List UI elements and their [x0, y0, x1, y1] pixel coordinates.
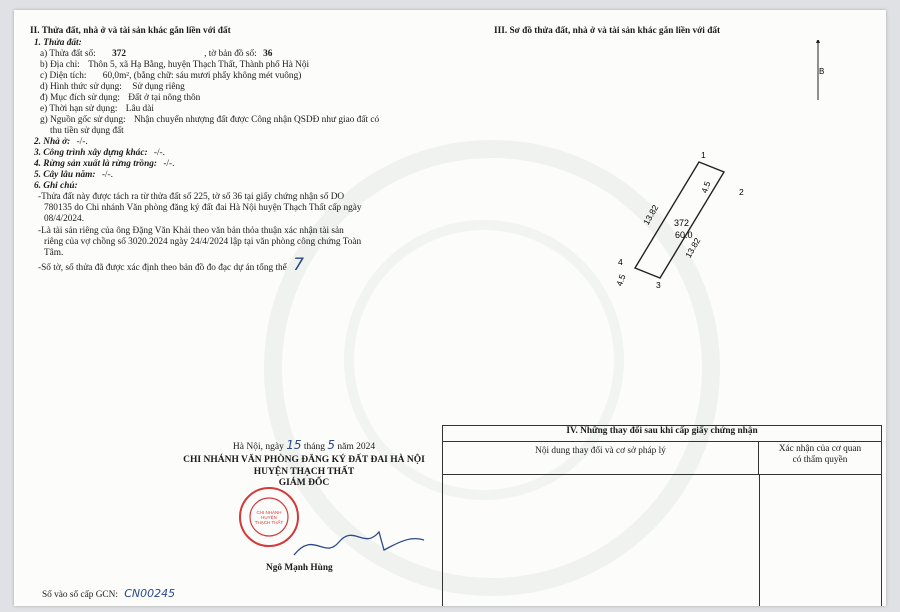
map-sheet-number: 36 [263, 49, 273, 59]
parcel-number: 372 [112, 49, 127, 59]
usage-purpose-line: đ) Mục đích sử dụng: Đất ở tại nông thôn [40, 93, 201, 103]
house-line: 2. Nhà ở: -/-. [34, 137, 88, 147]
notes-heading: 6. Ghi chú: [34, 181, 78, 191]
perennial-line: 5. Cây lâu năm: -/-. [34, 170, 113, 180]
svg-text:CHI NHÁNH: CHI NHÁNH [256, 510, 282, 515]
area-line: c) Diện tích: 60,0m², (bằng chữ: sáu mươi phẩy không mét vuông) [40, 71, 302, 81]
usage-form-line: d) Hình thức sử dụng: Sử dụng riêng [40, 82, 185, 92]
certificate-page [14, 10, 886, 606]
north-arrow-head [816, 40, 820, 43]
signer-name: Ngô Mạnh Hùng [266, 563, 333, 573]
point-4: 4 [618, 257, 623, 267]
signer-title: GIÁM ĐỐC [278, 477, 330, 488]
forest-line: 4. Rừng sản xuất là rừng trồng: -/-. [34, 159, 175, 169]
signature-block [164, 440, 444, 489]
note-3-line: -Số tờ, số thửa đã được xác định theo bản đồ đo đạc dự án tổng thể 7 [38, 255, 304, 275]
changes-column-header: Nội dung thay đổi và cơ sở pháp lý [443, 442, 759, 474]
month-handwritten: 5 [327, 438, 335, 452]
land-heading: 1. Thửa đất: [34, 38, 82, 48]
section-4-table [442, 425, 882, 606]
section-4-divider [759, 474, 760, 606]
side-right-length: 13.82 [683, 236, 703, 260]
usage-term-line: e) Thời hạn sử dụng: Lâu dài [40, 104, 154, 114]
point-3: 3 [656, 280, 661, 290]
point-1: 1 [701, 150, 706, 160]
parcel-number-label: 372 [674, 218, 690, 228]
point-2: 2 [739, 187, 744, 197]
parcel-number-line: a) Thửa đất số: 372 , tờ bản đồ số: 36 [40, 49, 273, 59]
parcel-area-label: 60.0 [675, 230, 693, 240]
origin-line: g) Nguồn gốc sử dụng: Nhận chuyển nhượng đất được Công nhận QSDĐ như giao đất có [40, 115, 380, 125]
note-1-line-2: 780135 do Chi nhánh Văn phòng đăng ký đất đai Hà Nội huyện Thạch Thất cấp ngày [44, 203, 362, 213]
svg-text:THẠCH THẤT: THẠCH THẤT [254, 520, 284, 525]
address-line: b) Địa chỉ: Thôn 5, xã Hạ Bằng, huyện Thạch Thất, Thành phố Hà Nội [40, 60, 310, 70]
issuing-office: CHI NHÁNH VĂN PHÒNG ĐĂNG KÝ ĐẤT ĐAI HÀ NỘI [183, 455, 425, 466]
handwritten-seven: 7 [293, 255, 304, 275]
svg-text:HUYỆN: HUYỆN [261, 515, 277, 520]
construction-line: 3. Công trình xây dựng khác: -/-. [34, 148, 165, 158]
origin-line-2: thu tiền sử dụng đất [50, 126, 124, 136]
issue-date: Hà Nội, ngày 15 tháng 5 năm 2024 [232, 438, 376, 452]
note-2-line-2: riêng của vợ chồng số 3020.2024 ngày 24/4/2024 lập tại văn phòng công chứng Toàn [44, 237, 362, 247]
section-2-title: II. Thửa đất, nhà ở và tài sản khác gắn liền với đất [30, 26, 231, 36]
side-left-length: 13.82 [641, 203, 661, 227]
note-2-line-3: Tâm. [44, 248, 64, 258]
section-3-title: III. Sơ đồ thửa đất, nhà ở và tài sản khác gắn liền với đất [494, 26, 721, 36]
note-2-line-1: -Là tài sản riêng của ông Đặng Văn Khải theo văn bản thỏa thuận xác nhận tài sản [38, 226, 344, 236]
day-handwritten: 15 [286, 438, 302, 452]
side-bottom-length: 4.5 [614, 272, 628, 288]
section-4-header-row [443, 442, 881, 475]
note-1-line-1: -Thửa đất này được tách ra từ thửa đất số 225, tờ số 36 tại giấy chứng nhận số DO [38, 192, 345, 202]
north-label: B [819, 67, 825, 76]
certificate-register-line: Số vào sổ cấp GCN: CN00245 [42, 587, 176, 600]
section-4-title: IV. Những thay đổi sau khi cấp giấy chứng nhận [443, 426, 881, 442]
side-top-length: 4.5 [699, 179, 713, 195]
parcel-diagram [574, 40, 874, 310]
register-number: CN00245 [124, 587, 176, 600]
issuing-district: HUYỆN THẠCH THẤT [253, 466, 355, 477]
note-1-line-3: 08/4/2024. [44, 214, 85, 224]
authority-column-header: Xác nhận của cơ quan có thẩm quyền [778, 444, 862, 466]
